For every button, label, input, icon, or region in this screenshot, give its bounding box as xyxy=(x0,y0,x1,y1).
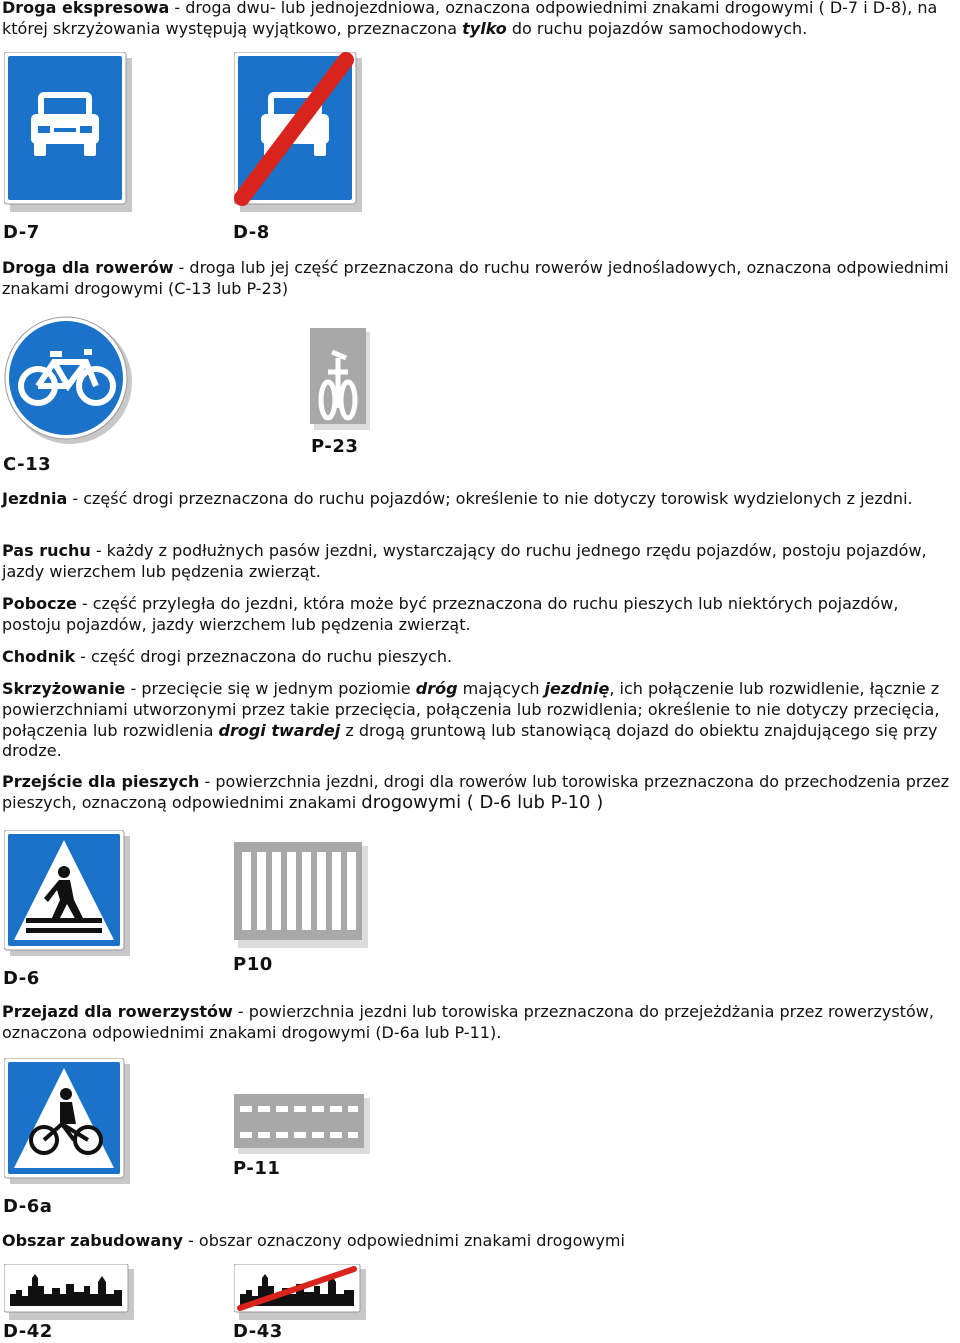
term-sidewalk: Chodnik xyxy=(2,647,76,666)
definition-text: , ich połączenie lub rozwidlenie, łącznie z powierzchniami utworzonymi przez takie przecięcia, połączenia lub rozwidlenia; określenie to nie dotyczy przecięcia, połączenia lub rozwidlenia xyxy=(2,679,940,740)
sign-c13-image xyxy=(4,316,134,446)
sign-d7-image xyxy=(4,52,132,212)
sign-d43-image xyxy=(234,1264,366,1320)
definition-text: do ruchu pojazdów samochodowych. xyxy=(506,18,808,38)
term-expressway: Droga ekspresowa xyxy=(2,0,170,17)
expressway-definition xyxy=(2,0,958,40)
sign-label-p11: P-11 xyxy=(233,1158,281,1179)
lane-definition xyxy=(2,541,958,583)
sidewalk-definition xyxy=(2,647,958,668)
sign-label-d7: D-7 xyxy=(3,222,40,243)
sign-label-d43: D-43 xyxy=(233,1321,283,1342)
emphasis: dróg xyxy=(415,679,458,698)
definition-text: - każdy z podłużnych pasów jezdni, wystarczający do ruchu jednego rzędu pojazdów, postoju pojazdów, jazdy wierzchem lub pędzenia zwierząt. xyxy=(2,541,927,581)
bike-road-definition xyxy=(2,258,958,300)
sign-label-p23: P-23 xyxy=(311,436,359,457)
definition-text: drogowymi ( D-6 lub P-10 ) xyxy=(361,791,604,813)
definition-text: - część przyległa do jezdni, która może być przeznaczona do ruchu pieszych lub niektórych pojazdów, postoju pojazdów, jazdy wierzchem lub pędzenia zwierząt. xyxy=(2,594,899,634)
definition-text: - powierzchnia jezdni lub torowiska przeznaczona do przejeżdżania przez rowerzystów, oznaczona odpowiednimi znakami drogowymi (D-6a lub P-11). xyxy=(2,1002,934,1042)
term-bike-road: Droga dla rowerów xyxy=(2,258,174,277)
term-shoulder: Pobocze xyxy=(2,594,77,613)
definition-text: mających xyxy=(457,679,545,698)
sign-d42-image xyxy=(4,1264,134,1320)
sign-p11-image xyxy=(234,1094,370,1154)
sign-label-p10: P10 xyxy=(233,954,273,975)
sign-p10-image xyxy=(234,842,368,948)
sign-label-d6a: D-6a xyxy=(3,1196,53,1217)
sign-label-d6: D-6 xyxy=(3,968,40,989)
definition-text: - przecięcie się w jednym poziomie xyxy=(125,679,416,698)
crosswalk-definition xyxy=(2,772,958,814)
definition-text: - część drogi przeznaczona do ruchu pojazdów; określenie to nie dotyczy torowisk wydzielonych z jezdni. xyxy=(67,489,913,508)
term-built-up-area: Obszar zabudowany xyxy=(2,1231,183,1250)
term-bike-crossing: Przejazd dla rowerzystów xyxy=(2,1002,233,1021)
emphasis-only: tylko xyxy=(462,18,507,38)
term-crosswalk: Przejście dla pieszych xyxy=(2,772,200,791)
shoulder-definition xyxy=(2,594,958,636)
sign-d6a-image xyxy=(4,1058,130,1184)
junction-definition xyxy=(2,679,958,762)
definition-text: - obszar oznaczony odpowiednimi znakami drogowymi xyxy=(182,1231,625,1250)
definition-text: - powierzchnia jezdni, drogi dla rowerów lub torowiska przeznaczona do przechodzenia przez pieszych, oznaczoną odpowiednimi znakami xyxy=(2,772,950,812)
sign-p23-image xyxy=(310,328,372,430)
sign-label-d8: D-8 xyxy=(233,222,270,243)
sign-label-d42: D-42 xyxy=(3,1321,53,1342)
term-junction: Skrzyżowanie xyxy=(2,679,126,698)
sign-label-c13: C-13 xyxy=(3,454,52,475)
emphasis: jezdnię xyxy=(544,679,610,698)
emphasis: drogi twardej xyxy=(218,720,341,740)
term-carriageway: Jezdnia xyxy=(2,489,68,508)
bike-crossing-definition xyxy=(2,1002,958,1044)
definition-text: - droga dwu- lub jednojezdniowa, oznaczona odpowiednimi znakami drogowymi ( D-7 i D-8), na której skrzyżowania występują wyjątkowo, przeznaczona xyxy=(2,0,938,38)
carriageway-definition xyxy=(2,489,958,510)
term-lane: Pas ruchu xyxy=(2,541,91,560)
definition-text: - część drogi przeznaczona do ruchu pieszych. xyxy=(75,647,453,666)
definition-text: - droga lub jej część przeznaczona do ruchu rowerów jednośladowych, oznaczona odpowiednimi znakami drogowymi (C-13 lub P-23) xyxy=(2,258,949,298)
sign-d8-image xyxy=(234,52,362,212)
definition-text: z drogą gruntową lub stanowiącą dojazd do obiektu znajdującego się przy drodze. xyxy=(2,720,938,761)
sign-d6-image xyxy=(4,830,130,956)
built-up-definition xyxy=(2,1231,958,1252)
